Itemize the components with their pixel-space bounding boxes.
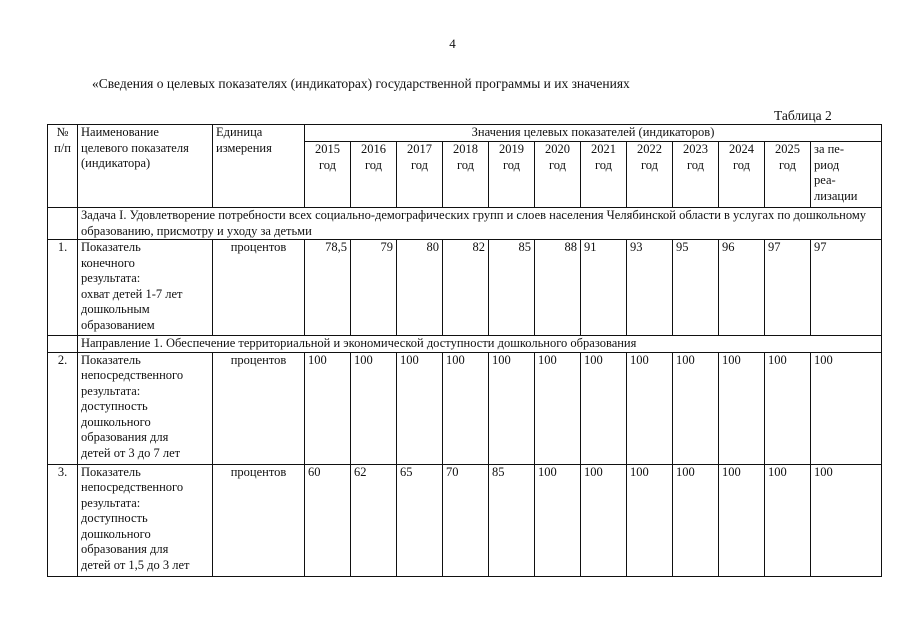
header-year-value: 2023: [683, 142, 708, 156]
indicator-name-line: дошкольного: [81, 526, 151, 541]
header-num: [48, 125, 78, 208]
header-year: [765, 142, 811, 208]
indicator-value: 85: [489, 240, 535, 336]
header-num-line2: п/п: [54, 140, 71, 155]
indicator-name-line: детей от 3 до 7 лет: [81, 445, 181, 460]
header-year: [627, 142, 673, 208]
header-year-value: 2024: [729, 142, 754, 156]
header-year-unit: год: [594, 157, 613, 172]
indicator-name-line: охват детей 1-7 лет: [81, 286, 183, 301]
indicator-value: 100: [351, 352, 397, 464]
indicator-value: 88: [535, 240, 581, 336]
indicator-name-line: образованием: [81, 317, 155, 332]
indicator-name-line: доступность: [81, 399, 148, 413]
row-number: 3.: [48, 464, 78, 576]
indicator-unit: процентов: [213, 464, 305, 576]
header-year: [305, 142, 351, 208]
indicator-name-line: результата:: [81, 383, 141, 398]
indicator-value: 100: [443, 352, 489, 464]
indicator-value: 78,5: [305, 240, 351, 336]
table-row: [48, 464, 882, 576]
indicator-name-line: доступность: [81, 511, 148, 525]
indicator-value: 100: [673, 352, 719, 464]
header-year: [673, 142, 719, 208]
indicator-unit: процентов: [213, 352, 305, 464]
indicator-name: [78, 352, 213, 464]
indicator-value: 70: [443, 464, 489, 576]
header-unit-line: измерения: [216, 140, 272, 155]
indicator-name-line: дошкольным: [81, 302, 150, 316]
indicator-value: 100: [397, 352, 443, 464]
header-year-value: 2016: [361, 142, 386, 156]
header-period-line: риод: [814, 157, 840, 172]
indicator-value: 65: [397, 464, 443, 576]
indicator-name-line: Показатель: [81, 464, 141, 479]
indicator-value: 97: [765, 240, 811, 336]
page-number: 4: [449, 36, 456, 51]
header-name-line: Наименование: [81, 125, 159, 139]
indicator-value: 96: [719, 240, 765, 336]
indicator-value: 100: [627, 352, 673, 464]
indicator-value: 80: [397, 240, 443, 336]
header-year: [581, 142, 627, 208]
indicator-name-line: результата:: [81, 495, 141, 510]
header-year-unit: год: [456, 157, 475, 172]
header-year-unit: год: [778, 157, 797, 172]
indicator-value: 100: [535, 352, 581, 464]
task-section-row-text: Задача I. Удовлетворение потребности всех социально-демографических групп и слоев населения Челябинской области в услугах по дошкольному образованию, присмотру и уходу за детьми: [78, 208, 882, 240]
document-title: «Сведения о целевых показателях (индикаторах) государственной программы и их значениях: [92, 76, 630, 91]
header-period-line: за пе-: [814, 142, 845, 156]
indicator-value: 62: [351, 464, 397, 576]
indicator-period-value: 100: [811, 352, 882, 464]
header-values-title: Значения целевых показателей (индикаторов): [305, 125, 882, 142]
header-year-unit: год: [364, 157, 383, 172]
header-period-line: лизации: [814, 188, 858, 203]
indicator-value: 100: [719, 464, 765, 576]
table-row: [48, 240, 882, 336]
indicator-value: 82: [443, 240, 489, 336]
indicator-value: 100: [765, 352, 811, 464]
header-unit: [213, 125, 305, 208]
indicator-value: 100: [305, 352, 351, 464]
indicator-period-value: 100: [811, 464, 882, 576]
indicator-name-line: непосредственного: [81, 368, 184, 382]
header-year-unit: год: [686, 157, 705, 172]
indicator-name-line: Показатель: [81, 240, 141, 254]
indicator-value: 100: [627, 464, 673, 576]
header-year: [443, 142, 489, 208]
indicator-value: 100: [489, 352, 535, 464]
header-year: [719, 142, 765, 208]
indicator-name: [78, 240, 213, 336]
indicator-value: 100: [535, 464, 581, 576]
header-year-value: 2015: [315, 142, 340, 156]
header-year: [351, 142, 397, 208]
header-year-value: 2017: [407, 142, 432, 156]
header-year-unit: год: [548, 157, 567, 172]
header-name-line: целевого показателя: [81, 140, 189, 155]
header-year-value: 2022: [637, 142, 662, 156]
direction-section-row: [48, 336, 882, 353]
indicator-name-line: дошкольного: [81, 414, 151, 429]
indicator-name-line: Показатель: [81, 352, 141, 367]
indicator-name-line: образования для: [81, 430, 169, 444]
header-year-unit: год: [640, 157, 659, 172]
indicator-name-line: детей от 1,5 до 3 лет: [81, 557, 190, 572]
indicator-value: 93: [627, 240, 673, 336]
indicator-value: 100: [673, 464, 719, 576]
header-year: [535, 142, 581, 208]
header-period: [811, 142, 882, 208]
header-year-unit: год: [732, 157, 751, 172]
header-year-value: 2025: [775, 142, 800, 156]
indicator-name-line: образования для: [81, 542, 169, 556]
header-year-unit: год: [410, 157, 429, 172]
indicator-value: 60: [305, 464, 351, 576]
indicator-name-line: результата:: [81, 271, 141, 285]
indicator-value: 91: [581, 240, 627, 336]
header-year-value: 2019: [499, 142, 524, 156]
section-num-cell: [48, 336, 78, 353]
header-year-unit: год: [318, 157, 337, 172]
header-year: [489, 142, 535, 208]
direction-section-row-text: Направление 1. Обеспечение территориальной и экономической доступности дошкольного образования: [78, 336, 882, 353]
table-row: [48, 352, 882, 464]
header-name-line: (индикатора): [81, 156, 151, 170]
section-num-cell: [48, 208, 78, 240]
header-year-value: 2020: [545, 142, 570, 156]
indicator-value: 100: [581, 352, 627, 464]
row-number: 2.: [48, 352, 78, 464]
indicator-period-value: 97: [811, 240, 882, 336]
indicator-name-line: конечного: [81, 255, 135, 270]
indicator-value: 100: [765, 464, 811, 576]
row-number: 1.: [48, 240, 78, 336]
header-year-value: 2018: [453, 142, 478, 156]
indicator-value: 100: [581, 464, 627, 576]
indicator-value: 79: [351, 240, 397, 336]
header-year: [397, 142, 443, 208]
header-year-value: 2021: [591, 142, 616, 156]
indicators-table: [47, 124, 882, 577]
header-period-line: реа-: [814, 173, 836, 187]
header-name: [78, 125, 213, 208]
indicator-name: [78, 464, 213, 576]
table-label: Таблица 2: [774, 108, 832, 123]
indicator-value: 85: [489, 464, 535, 576]
header-num-line1: №: [56, 125, 69, 139]
indicator-value: 100: [719, 352, 765, 464]
indicator-unit: процентов: [213, 240, 305, 336]
indicator-name-line: непосредственного: [81, 480, 184, 494]
header-unit-line: Единица: [216, 125, 263, 139]
indicator-value: 95: [673, 240, 719, 336]
header-year-unit: год: [502, 157, 521, 172]
task-section-row: [48, 208, 882, 240]
